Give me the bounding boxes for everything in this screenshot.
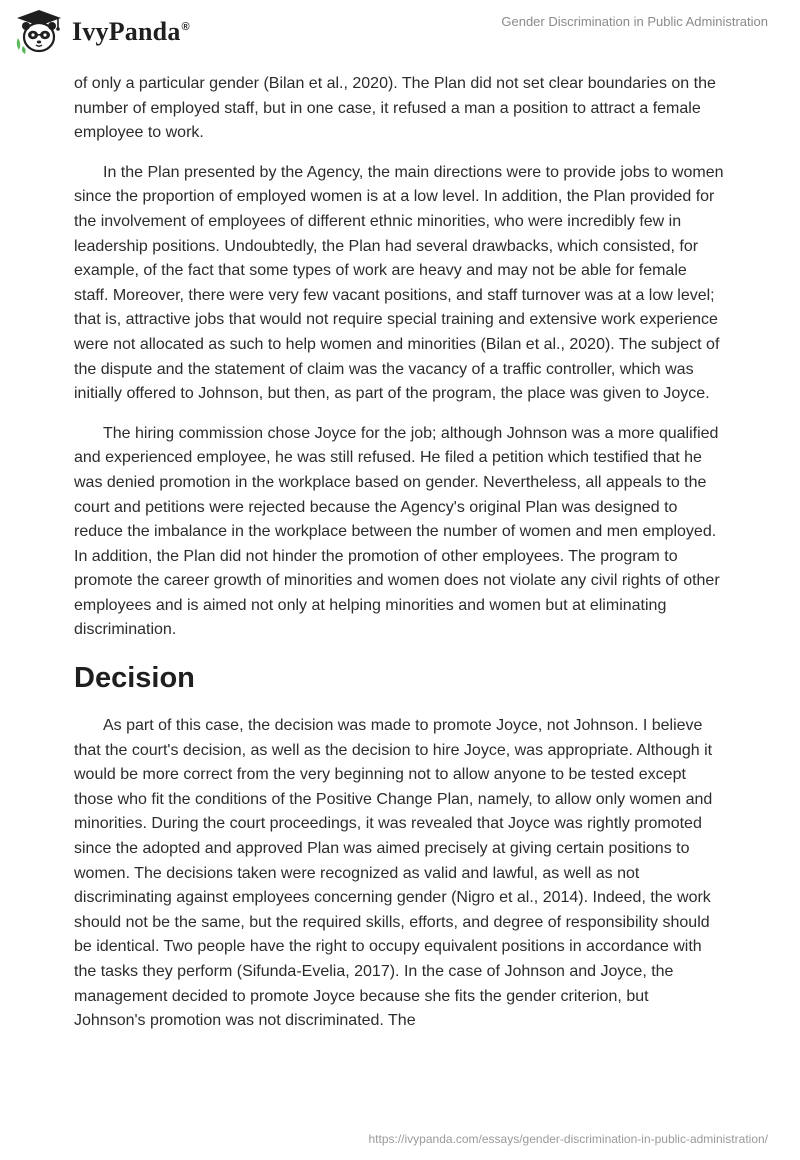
- panda-graduation-cap-icon: [14, 8, 64, 54]
- essay-body: [74, 72, 724, 1049]
- source-url[interactable]: https://ivypanda.com/essays/gender-discrimination-in-public-administration/: [368, 1132, 768, 1146]
- document-title: Gender Discrimination in Public Administration: [501, 14, 768, 29]
- ivypanda-logo[interactable]: [14, 8, 190, 54]
- brand-name-text: IvyPanda: [72, 17, 181, 46]
- registered-mark: ®: [181, 21, 190, 34]
- section-heading-decision: Decision: [74, 662, 195, 695]
- page-header: [0, 0, 800, 70]
- paragraph-3: The hiring commission chose Joyce for the job; although Johnson was a more qualified and experienced employee, he was still refused. He filed a petition which testified that he was denied promotion in the workplace based on gender. Nevertheless, all appeals to the court and petitions were rejected because the Agency's original Plan was designed to reduce the imbalance in the workplace between the number of women and men employed. In addition, the Plan did not hinder the promotion of other employees. The program to promote the career growth of minorities and women does not violate any civil rights of other employees and is aimed not only at helping minorities and women but at eliminating discrimination.: [74, 424, 720, 639]
- paragraph-4: As part of this case, the decision was made to promote Joyce, not Johnson. I believe that the court's decision, as well as the decision to hire Joyce, was appropriate. Although it would be more correct from the very beginning not to allow anyone to be tested except those who fit the conditions of the Positive Change Plan, namely, to allow only women and minorities. During the court proceedings, it was revealed that Joyce was rightly promoted since the adopted and approved Plan was aimed precisely at giving certain positions to women. The decisions taken were recognized as valid and lawful, as well as not discriminating against employees concerning gender (Nigro et al., 2014). Indeed, the work should not be the same, but the required skills, efforts, and degree of responsibility should be identical. Two people have the right to occupy equivalent positions in accordance with the tasks they perform (Sifunda-Evelia, 2017). In the case of Johnson and Joyce, the management decided to promote Joyce because she fits the gender criterion, but Johnson's promotion was not discriminated. The: [74, 717, 713, 1030]
- brand-name: [72, 17, 190, 47]
- paragraph-2: In the Plan presented by the Agency, the main directions were to provide jobs to women since the proportion of employed women is at a low level. In addition, the Plan provided for the involvement of employees of different ethnic minorities, who were incredibly few in leadership positions. Undoubtedly, the Plan had several drawbacks, which consisted, for example, of the fact that some types of work are heavy and may not be able for female staff. Moreover, there were very few vacant positions, and staff turnover was at a low level; that is, attractive jobs that would not require special training and extensive work experience were not allocated as such to help women and minorities (Bilan et al., 2020). The subject of the dispute and the statement of claim was the vacancy of a traffic controller, which was initially offered to Johnson, but then, as part of the program, the place was given to Joyce.: [74, 163, 724, 403]
- paragraph-1: of only a particular gender (Bilan et al., 2020). The Plan did not set clear boundaries on the number of employed staff, but in one case, it refused a man a position to attract a female employee to work.: [74, 75, 716, 142]
